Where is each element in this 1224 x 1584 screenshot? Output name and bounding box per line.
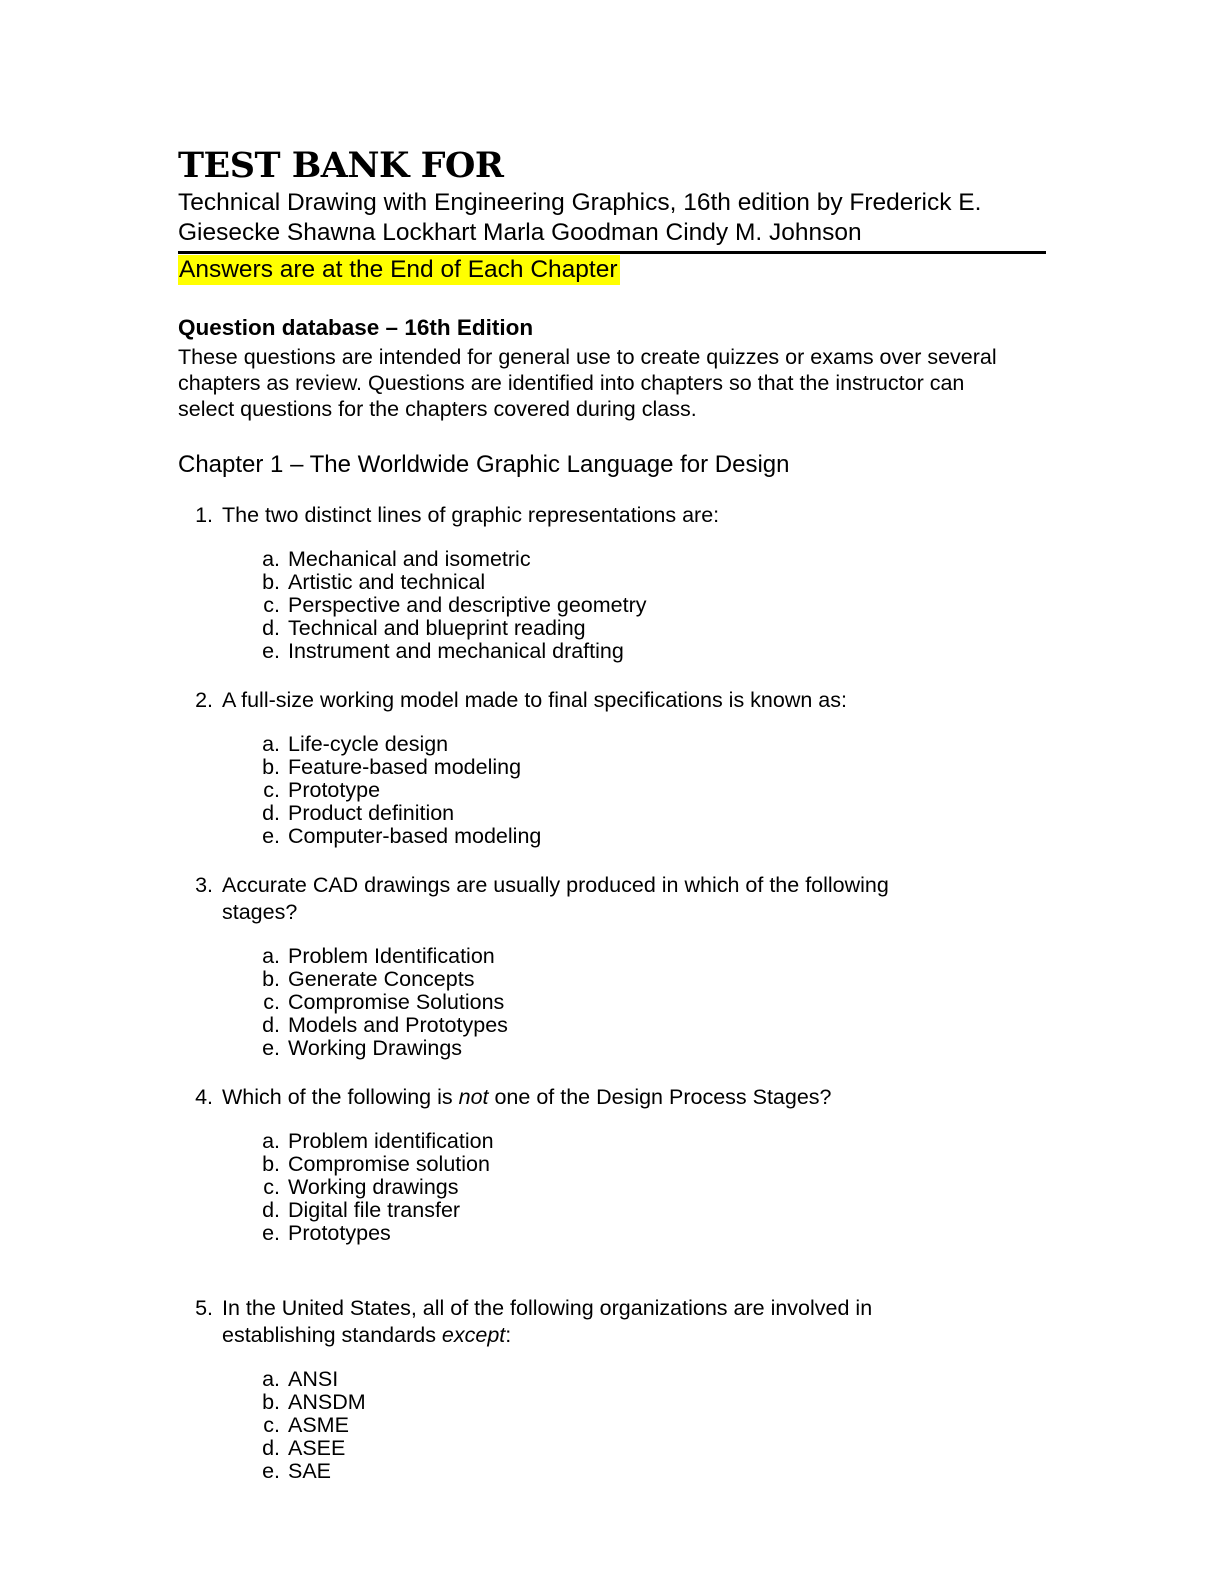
option-list [178, 945, 1046, 1060]
option-item[interactable] [178, 1222, 1046, 1245]
option-letter: b. [262, 967, 280, 991]
option-letter: e. [262, 1036, 280, 1060]
intro-section [178, 314, 1046, 422]
question-text: In the United States, all of the following organizations are involved in establishing standards except: [222, 1296, 873, 1347]
option-text: Product definition [288, 801, 455, 825]
option-item[interactable] [178, 825, 1046, 848]
question-item [178, 872, 1046, 1060]
question-database-heading: Question database – 16th Edition [178, 315, 534, 340]
option-text: Feature-based modeling [288, 755, 522, 779]
option-item[interactable] [178, 1414, 1046, 1437]
option-text: Prototype [288, 778, 381, 802]
option-letter: d. [262, 616, 280, 640]
option-item[interactable] [178, 1460, 1046, 1483]
question-stem-row [178, 687, 1046, 714]
option-letter: c. [263, 593, 280, 617]
question-stem-row [178, 502, 1046, 529]
option-text: Digital file transfer [288, 1198, 461, 1222]
option-item[interactable] [178, 1014, 1046, 1037]
option-text: Artistic and technical [288, 570, 486, 594]
question-item [178, 1084, 1046, 1245]
intro-paragraph: These questions are intended for general use to create quizzes or exams over several chapters as review. Questions are identified into chapters so that the instructor can select questions for the chapters covered during class. [178, 345, 997, 421]
option-item[interactable] [178, 1368, 1046, 1391]
question-text: Accurate CAD drawings are usually produced in which of the following stages? [222, 873, 889, 924]
option-item[interactable] [178, 991, 1046, 1014]
option-item[interactable] [178, 1037, 1046, 1060]
document-content [178, 146, 1046, 1483]
option-text: Mechanical and isometric [288, 547, 531, 571]
option-letter: d. [262, 1013, 280, 1037]
option-item[interactable] [178, 548, 1046, 571]
option-item[interactable] [178, 945, 1046, 968]
highlighted-note: Answers are at the End of Each Chapter [179, 256, 618, 283]
option-item[interactable] [178, 1176, 1046, 1199]
option-item[interactable] [178, 640, 1046, 663]
question-stem-row [178, 872, 1046, 926]
option-text: Instrument and mechanical drafting [288, 639, 624, 663]
option-item[interactable] [178, 802, 1046, 825]
option-letter: c. [263, 778, 280, 802]
question-list [178, 502, 1046, 1483]
option-text: SAE [288, 1459, 332, 1483]
question-stem-row [178, 1084, 1046, 1111]
option-item[interactable] [178, 1437, 1046, 1460]
option-letter: e. [262, 1221, 280, 1245]
question-text: The two distinct lines of graphic representations are: [222, 503, 720, 527]
option-item[interactable] [178, 779, 1046, 802]
option-text: ANSDM [288, 1390, 366, 1414]
option-text: Technical and blueprint reading [288, 616, 586, 640]
option-text: Perspective and descriptive geometry [288, 593, 647, 617]
option-letter: e. [262, 639, 280, 663]
option-letter: b. [262, 1152, 280, 1176]
option-letter: b. [262, 755, 280, 779]
option-letter: a. [262, 732, 280, 756]
question-number: 2. [195, 688, 213, 712]
option-text: ASME [288, 1413, 349, 1437]
option-letter: a. [262, 1367, 280, 1391]
option-letter: d. [262, 801, 280, 825]
option-letter: d. [262, 1436, 280, 1460]
option-item[interactable] [178, 1130, 1046, 1153]
chapter-heading: Chapter 1 – The Worldwide Graphic Language for Design [178, 451, 790, 478]
option-letter: a. [262, 1129, 280, 1153]
question-number: 3. [195, 873, 213, 897]
option-list [178, 733, 1046, 848]
question-number: 1. [195, 503, 213, 527]
option-text: ANSI [288, 1367, 339, 1391]
question-item [178, 502, 1046, 663]
option-letter: c. [263, 1175, 280, 1199]
option-text: Compromise solution [288, 1152, 490, 1176]
option-item[interactable] [178, 617, 1046, 640]
option-text: Computer-based modeling [288, 824, 542, 848]
option-text: Prototypes [288, 1221, 391, 1245]
option-letter: c. [263, 1413, 280, 1437]
document-subtitle: Technical Drawing with Engineering Graphics, 16th edition by Frederick E. Giesecke Shawna Lockhart Marla Goodman Cindy M. Johnson [178, 189, 982, 246]
option-text: Problem Identification [288, 944, 495, 968]
option-letter: c. [263, 990, 280, 1014]
option-list [178, 1368, 1046, 1483]
option-text: Working drawings [288, 1175, 459, 1199]
horizontal-rule [178, 251, 1046, 254]
option-letter: e. [262, 1459, 280, 1483]
masthead [178, 146, 1046, 284]
option-letter: b. [262, 1390, 280, 1414]
option-text: Generate Concepts [288, 967, 475, 991]
question-emphasis: not [458, 1085, 489, 1109]
option-list [178, 548, 1046, 663]
option-text: Models and Prototypes [288, 1013, 508, 1037]
question-number: 5. [195, 1296, 213, 1320]
option-letter: a. [262, 547, 280, 571]
option-letter: e. [262, 824, 280, 848]
question-text: A full-size working model made to final specifications is known as: [222, 688, 847, 712]
question-emphasis: except [441, 1323, 506, 1347]
document-title: TEST BANK FOR [178, 145, 504, 186]
option-item[interactable] [178, 594, 1046, 617]
question-text: Which of the following is not one of the Design Process Stages? [222, 1085, 832, 1109]
option-item[interactable] [178, 571, 1046, 594]
option-letter: a. [262, 944, 280, 968]
option-item[interactable] [178, 1391, 1046, 1414]
option-item[interactable] [178, 756, 1046, 779]
option-list [178, 1130, 1046, 1245]
option-letter: d. [262, 1198, 280, 1222]
question-item [178, 1295, 1046, 1483]
option-item[interactable] [178, 968, 1046, 991]
option-text: Working Drawings [288, 1036, 463, 1060]
question-item [178, 687, 1046, 848]
option-item[interactable] [178, 1153, 1046, 1176]
option-text: Compromise Solutions [288, 990, 505, 1014]
option-text: Life-cycle design [288, 732, 449, 756]
option-letter: b. [262, 570, 280, 594]
option-item[interactable] [178, 1199, 1046, 1222]
option-text: ASEE [288, 1436, 346, 1460]
question-number: 4. [195, 1085, 213, 1109]
option-text: Problem identification [288, 1129, 494, 1153]
option-item[interactable] [178, 733, 1046, 756]
highlight-note-line [178, 255, 1046, 284]
question-stem-row [178, 1295, 1046, 1349]
